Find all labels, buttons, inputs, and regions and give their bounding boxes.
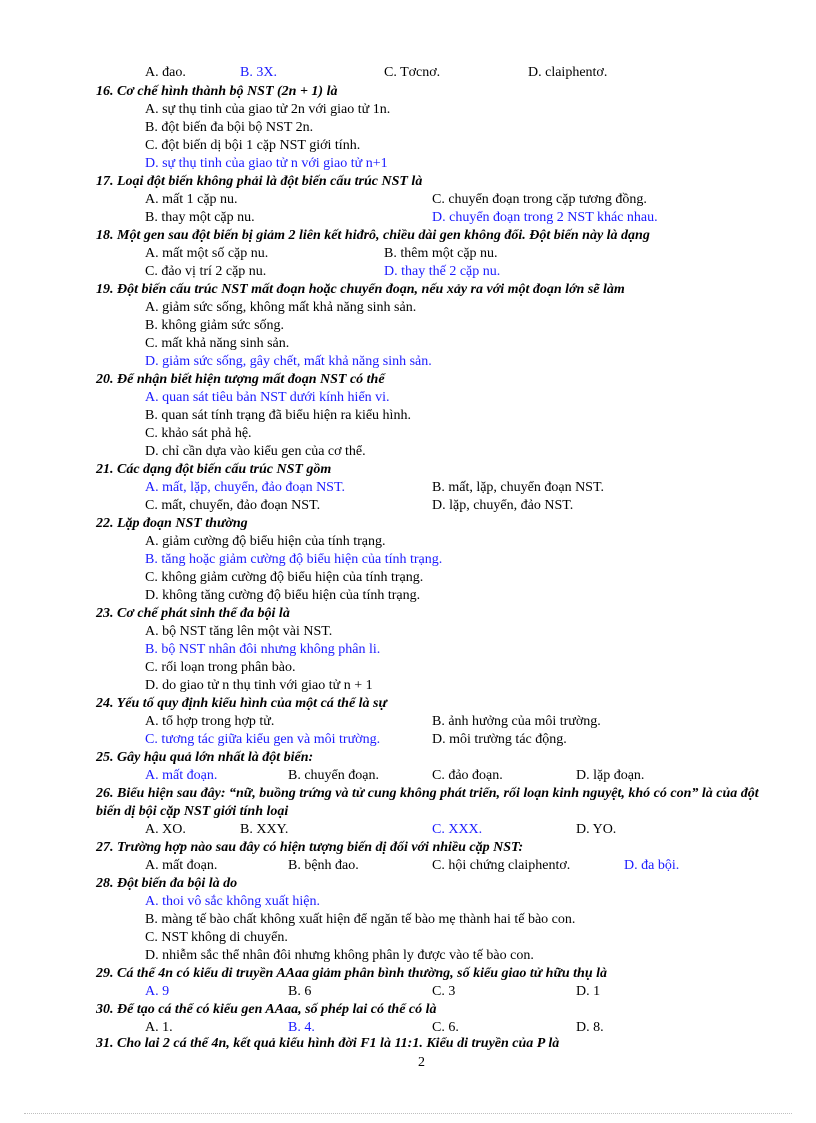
option-d: D. lặp đoạn. bbox=[576, 768, 645, 783]
option-c: C. Tơcnơ. bbox=[384, 65, 441, 80]
option-a-answer: A. thoi vô sắc không xuất hiện. bbox=[145, 894, 320, 909]
option-b: B. không giảm sức sống. bbox=[145, 318, 285, 333]
question-30: 30. Để tạo cá thể có kiểu gen AAaa, số phép lai có thể có là bbox=[96, 1002, 437, 1017]
option-d-answer: D. sự thụ tinh của giao tử n với giao tử n+1 bbox=[145, 156, 388, 171]
question-25: 25. Gây hậu quả lớn nhất là đột biến: bbox=[96, 750, 314, 765]
option-b: B. màng tế bào chất không xuất hiện để ngăn tế bào mẹ thành hai tế bào con. bbox=[145, 912, 576, 927]
option-c: C. mất, chuyển, đảo đoạn NST. bbox=[145, 498, 321, 513]
option-d: D. 8. bbox=[576, 1020, 604, 1035]
option-b: B. bệnh đao. bbox=[288, 858, 359, 873]
question-22: 22. Lặp đoạn NST thường bbox=[96, 516, 248, 531]
option-a: A. 1. bbox=[145, 1020, 173, 1035]
option-d: D. nhiễm sắc thể nhân đôi nhưng không phân ly được vào tế bào con. bbox=[145, 948, 534, 963]
option-b: B. quan sát tính trạng đã biểu hiện ra kiểu hình. bbox=[145, 408, 411, 423]
option-a-answer: A. mất, lặp, chuyển, đảo đoạn NST. bbox=[145, 480, 345, 495]
question-18: 18. Một gen sau đột biến bị giảm 2 liên kết hiđrô, chiều dài gen không đổi. Đột biến này là dạng bbox=[96, 228, 650, 243]
option-b-answer: B. 3X. bbox=[240, 65, 277, 80]
question-26: 26. Biểu hiện sau đây: “nữ, buồng trứng và tử cung không phát triển, rối loạn kinh nguyệt, khó có con” là của đột biến dị bội cặp NST giới tính loại bbox=[96, 786, 759, 819]
option-d: D. lặp, chuyển, đảo NST. bbox=[432, 498, 574, 513]
option-c: C. rối loạn trong phân bào. bbox=[145, 660, 296, 675]
option-c: C. chuyển đoạn trong cặp tương đồng. bbox=[432, 192, 647, 207]
option-b: B. ảnh hưởng của môi trường. bbox=[432, 714, 601, 729]
page-bottom-rule bbox=[24, 1113, 792, 1114]
option-d: D. do giao tử n thụ tinh với giao tử n + 1 bbox=[145, 678, 373, 693]
option-d: D. chỉ cần dựa vào kiểu gen của cơ thể. bbox=[145, 444, 366, 459]
options-row bbox=[0, 209, 816, 227]
option-b: B. XXY. bbox=[240, 822, 289, 837]
option-d: D. không tăng cường độ biểu hiện của tính trạng. bbox=[145, 588, 421, 603]
option-c: C. 6. bbox=[432, 1020, 459, 1035]
option-a: A. XO. bbox=[145, 822, 186, 837]
option-d: D. 1 bbox=[576, 984, 601, 999]
option-d: D. claiphentơ. bbox=[528, 65, 608, 80]
options-row bbox=[0, 731, 816, 749]
option-b-answer: B. bộ NST nhân đôi nhưng không phân li. bbox=[145, 642, 381, 657]
question-20: 20. Để nhận biết hiện tượng mất đoạn NST có thể bbox=[96, 372, 385, 387]
option-a: A. sự thụ tinh của giao tử 2n với giao tử 1n. bbox=[145, 102, 391, 117]
option-c: C. khảo sát phả hệ. bbox=[145, 426, 252, 441]
option-c: C. NST không di chuyển. bbox=[145, 930, 288, 945]
option-d-answer: D. chuyển đoạn trong 2 NST khác nhau. bbox=[432, 210, 658, 225]
question-17: 17. Loại đột biến không phải là đột biến cấu trúc NST là bbox=[96, 174, 423, 189]
option-b: B. thêm một cặp nu. bbox=[384, 246, 498, 261]
options-row bbox=[0, 821, 816, 839]
option-a: A. mất đoạn. bbox=[145, 858, 218, 873]
option-b-answer: B. 4. bbox=[288, 1020, 315, 1035]
option-a: A. bộ NST tăng lên một vài NST. bbox=[145, 624, 333, 639]
option-c-answer: C. tương tác giữa kiểu gen và môi trường. bbox=[145, 732, 381, 747]
option-d: D. môi trường tác động. bbox=[432, 732, 567, 747]
option-b-answer: B. tăng hoặc giảm cường độ biểu hiện của tính trạng. bbox=[145, 552, 443, 567]
option-a-answer: A. mất đoạn. bbox=[145, 768, 218, 783]
question-21: 21. Các dạng đột biến cấu trúc NST gồm bbox=[96, 462, 332, 477]
option-c: C. hội chứng claiphentơ. bbox=[432, 858, 571, 873]
option-a: A. mất 1 cặp nu. bbox=[145, 192, 238, 207]
option-c: C. không giảm cường độ biểu hiện của tính trạng. bbox=[145, 570, 424, 585]
option-a: A. tổ hợp trong hợp tử. bbox=[145, 714, 275, 729]
option-b: B. mất, lặp, chuyển đoạn NST. bbox=[432, 480, 604, 495]
option-c: C. đảo vị trí 2 cặp nu. bbox=[145, 264, 267, 279]
question-27: 27. Trường hợp nào sau đây có hiện tượng biến dị đối với nhiều cặp NST: bbox=[96, 840, 524, 855]
question-31: 31. Cho lai 2 cá thể 4n, kết quả kiểu hình đời F1 là 11:1. Kiểu di truyền của P là bbox=[96, 1036, 560, 1051]
question-24: 24. Yếu tố quy định kiểu hình của một cá thể là sự bbox=[96, 696, 387, 711]
options-row bbox=[0, 245, 816, 263]
option-b: B. 6 bbox=[288, 984, 312, 999]
option-c: C. đột biến dị bội 1 cặp NST giới tính. bbox=[145, 138, 361, 153]
page-number: 2 bbox=[418, 1055, 425, 1070]
options-row bbox=[0, 263, 816, 281]
option-c-answer: C. XXX. bbox=[432, 822, 483, 837]
option-a: A. giảm cường độ biểu hiện của tính trạng. bbox=[145, 534, 386, 549]
question-23: 23. Cơ chế phát sinh thể đa bội là bbox=[96, 606, 290, 621]
option-c: C. mất khả năng sinh sản. bbox=[145, 336, 290, 351]
option-c: C. đảo đoạn. bbox=[432, 768, 503, 783]
option-a: A. mất một số cặp nu. bbox=[145, 246, 269, 261]
option-d: D. YO. bbox=[576, 822, 617, 837]
options-row bbox=[0, 983, 816, 1001]
option-b: B. thay một cặp nu. bbox=[145, 210, 255, 225]
options-row bbox=[0, 497, 816, 515]
option-d-answer: D. đa bội. bbox=[624, 858, 680, 873]
option-b: B. đột biến đa bội bộ NST 2n. bbox=[145, 120, 314, 135]
option-b: B. chuyển đoạn. bbox=[288, 768, 379, 783]
options-row bbox=[0, 767, 816, 785]
option-d-answer: D. thay thế 2 cặp nu. bbox=[384, 264, 501, 279]
question-16: 16. Cơ chế hình thành bộ NST (2n + 1) là bbox=[96, 84, 338, 99]
question-29: 29. Cá thể 4n có kiểu di truyền AAaa giảm phân bình thường, số kiểu giao tử hữu thụ là bbox=[96, 966, 607, 981]
option-a: A. đao. bbox=[145, 65, 186, 80]
option-a-answer: A. quan sát tiêu bản NST dưới kính hiển vi. bbox=[145, 390, 390, 405]
options-row bbox=[0, 713, 816, 731]
options-row bbox=[0, 857, 816, 875]
option-a-answer: A. 9 bbox=[145, 984, 170, 999]
option-a: A. giảm sức sống, không mất khả năng sinh sản. bbox=[145, 300, 417, 315]
options-row bbox=[0, 191, 816, 209]
option-c: C. 3 bbox=[432, 984, 456, 999]
option-d-answer: D. giảm sức sống, gây chết, mất khả năng sinh sản. bbox=[145, 354, 432, 369]
question-19: 19. Đột biến cấu trúc NST mất đoạn hoặc chuyển đoạn, nếu xảy ra với một đoạn lớn sẽ làm bbox=[96, 282, 625, 297]
question-28: 28. Đột biến đa bội là do bbox=[96, 876, 238, 891]
options-row bbox=[0, 479, 816, 497]
